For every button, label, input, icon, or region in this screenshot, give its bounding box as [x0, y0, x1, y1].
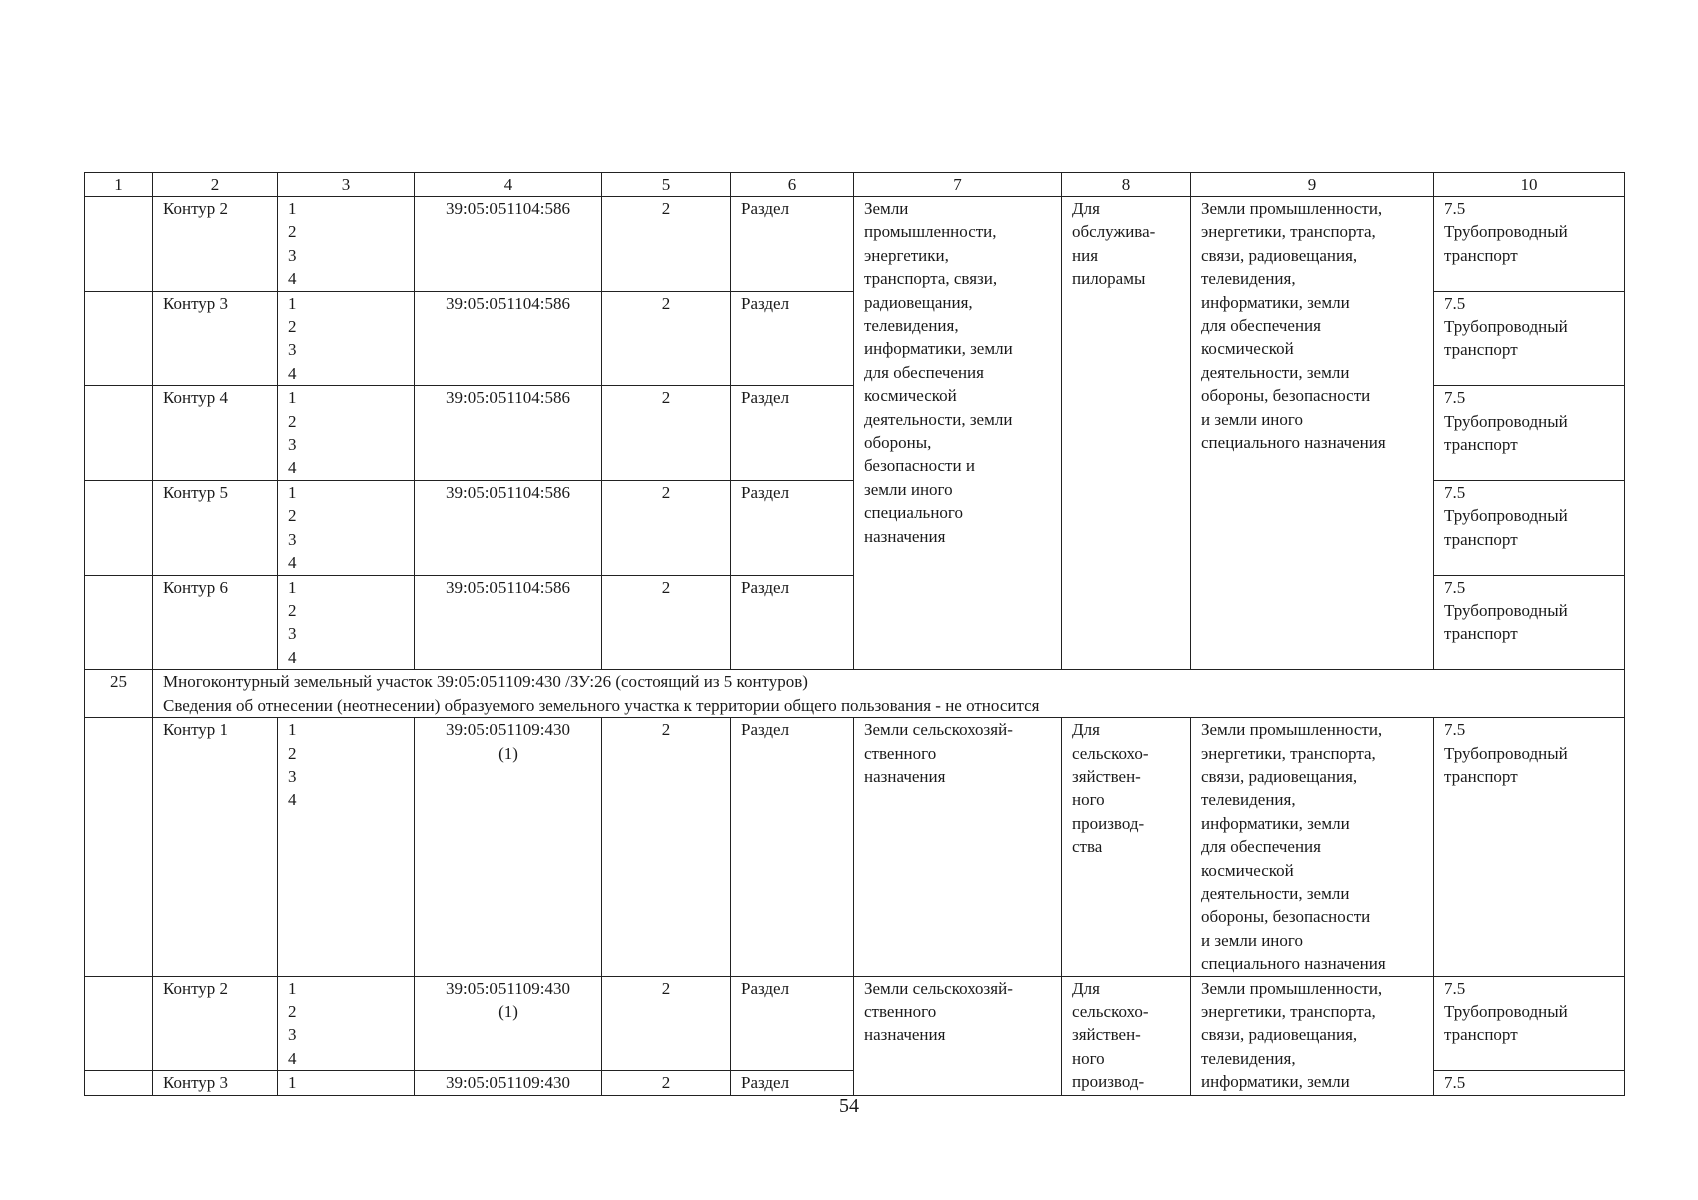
- permitted-use: Для обслужива- ния пилорамы: [1062, 197, 1191, 576]
- row-number-cell: [85, 386, 153, 481]
- target-permitted-use: 7.5 Трубопроводный транспорт: [1434, 480, 1625, 575]
- target-land-category: Земли промышленности, энергетики, транспорта, связи, радиовещания, телевидения, информатики, земли: [1191, 976, 1434, 1095]
- contour-name: Контур 3: [153, 291, 278, 386]
- contour-name: Контур 4: [153, 386, 278, 481]
- contour-name: Контур 2: [153, 197, 278, 292]
- table-row: [85, 197, 1625, 292]
- target-permitted-use: 7.5 Трубопроводный транспорт: [1434, 718, 1625, 976]
- category-value: 2: [602, 386, 731, 481]
- category-value: 2: [602, 575, 731, 670]
- contour-name: Контур 5: [153, 480, 278, 575]
- cadastral-number: 39:05:051104:586: [415, 291, 602, 386]
- section-description: [153, 670, 1625, 718]
- table-row: [85, 718, 1625, 976]
- column-number: 4: [415, 173, 602, 197]
- land-category: Земли сельскохозяй- ственного назначения: [854, 718, 1062, 976]
- cadastral-number: 39:05:051109:430 (1): [415, 976, 602, 1071]
- point-numbers: 1: [278, 1071, 415, 1095]
- point-numbers: 1 2 3 4: [278, 197, 415, 292]
- target-permitted-use: 7.5 Трубопроводный транспорт: [1434, 575, 1625, 670]
- page-number: 54: [839, 1095, 859, 1117]
- contour-name: Контур 1: [153, 718, 278, 976]
- formation-method: Раздел: [731, 1071, 854, 1095]
- row-number-cell: [85, 1071, 153, 1095]
- point-numbers: 1 2 3 4: [278, 718, 415, 976]
- cadastral-number: 39:05:051104:586: [415, 480, 602, 575]
- formation-method: Раздел: [731, 575, 854, 670]
- target-permitted-use: 7.5 Трубопроводный транспорт: [1434, 291, 1625, 386]
- cadastral-number: 39:05:051104:586: [415, 575, 602, 670]
- column-number: 2: [153, 173, 278, 197]
- column-number: 3: [278, 173, 415, 197]
- cadastral-number: 39:05:051109:430: [415, 1071, 602, 1095]
- category-value: 2: [602, 1071, 731, 1095]
- land-category: Земли промышленности, энергетики, транспорта, связи, радиовещания, телевидения, информатики, земли для обеспечения космической деятельности, земли обороны, безопасности и земли иного специального назначения: [854, 197, 1062, 576]
- column-number: 8: [1062, 173, 1191, 197]
- column-number: 6: [731, 173, 854, 197]
- column-number: 9: [1191, 173, 1434, 197]
- cadastral-number: 39:05:051109:430 (1): [415, 718, 602, 976]
- category-value: 2: [602, 480, 731, 575]
- row-number-cell: [85, 718, 153, 976]
- row-number-cell: [85, 575, 153, 670]
- cadastral-number: 39:05:051104:586: [415, 197, 602, 292]
- column-number: 7: [854, 173, 1062, 197]
- land-category: Земли сельскохозяй- ственного назначения: [854, 976, 1062, 1095]
- formation-method: Раздел: [731, 291, 854, 386]
- target-permitted-use: 7.5 Трубопроводный транспорт: [1434, 386, 1625, 481]
- row-number-cell: [85, 197, 153, 292]
- formation-method: Раздел: [731, 386, 854, 481]
- target-permitted-use: 7.5 Трубопроводный транспорт: [1434, 976, 1625, 1071]
- formation-method: Раздел: [731, 976, 854, 1071]
- contour-name: Контур 3: [153, 1071, 278, 1095]
- land-category-continued: [854, 575, 1062, 670]
- target-permitted-use: 7.5: [1434, 1071, 1625, 1095]
- formation-method: Раздел: [731, 197, 854, 292]
- contour-name: Контур 6: [153, 575, 278, 670]
- category-value: 2: [602, 718, 731, 976]
- category-value: 2: [602, 976, 731, 1071]
- point-numbers: 1 2 3 4: [278, 291, 415, 386]
- column-number: 1: [85, 173, 153, 197]
- formation-method: Раздел: [731, 480, 854, 575]
- target-permitted-use: 7.5 Трубопроводный транспорт: [1434, 197, 1625, 292]
- column-number: 5: [602, 173, 731, 197]
- table-row: [85, 976, 1625, 1071]
- target-land-category-continued: [1191, 575, 1434, 670]
- section-number: 25: [85, 670, 153, 718]
- column-number-row: [85, 173, 1625, 197]
- target-land-category: Земли промышленности, энергетики, транспорта, связи, радиовещания, телевидения, информатики, земли для обеспечения космической деятельности, земли обороны, безопасности и земли иного специального назначения: [1191, 718, 1434, 976]
- permitted-use: Для сельскохо- зяйствен- ного производ-: [1062, 976, 1191, 1095]
- land-plot-table: [84, 172, 1625, 1096]
- table-row: [85, 575, 1625, 670]
- row-number-cell: [85, 976, 153, 1071]
- cadastral-number: 39:05:051104:586: [415, 386, 602, 481]
- category-value: 2: [602, 291, 731, 386]
- point-numbers: 1 2 3 4: [278, 575, 415, 670]
- section-note: Сведения об отнесении (неотнесении) образуемого земельного участка к территории общего пользования - не относится: [163, 695, 1040, 715]
- formation-method: Раздел: [731, 718, 854, 976]
- permitted-use-continued: [1062, 575, 1191, 670]
- row-number-cell: [85, 480, 153, 575]
- permitted-use: Для сельскохо- зяйствен- ного производ- ства: [1062, 718, 1191, 976]
- point-numbers: 1 2 3 4: [278, 386, 415, 481]
- section-title: Многоконтурный земельный участок 39:05:051109:430 /ЗУ:26 (состоящий из 5 контуров): [163, 672, 808, 692]
- column-number: 10: [1434, 173, 1625, 197]
- target-land-category: Земли промышленности, энергетики, транспорта, связи, радиовещания, телевидения, информатики, земли для обеспечения космической деятельности, земли обороны, безопасности и земли иного специального назначения: [1191, 197, 1434, 576]
- category-value: 2: [602, 197, 731, 292]
- row-number-cell: [85, 291, 153, 386]
- point-numbers: 1 2 3 4: [278, 480, 415, 575]
- contour-name: Контур 2: [153, 976, 278, 1071]
- section-row: [85, 670, 1625, 718]
- point-numbers: 1 2 3 4: [278, 976, 415, 1071]
